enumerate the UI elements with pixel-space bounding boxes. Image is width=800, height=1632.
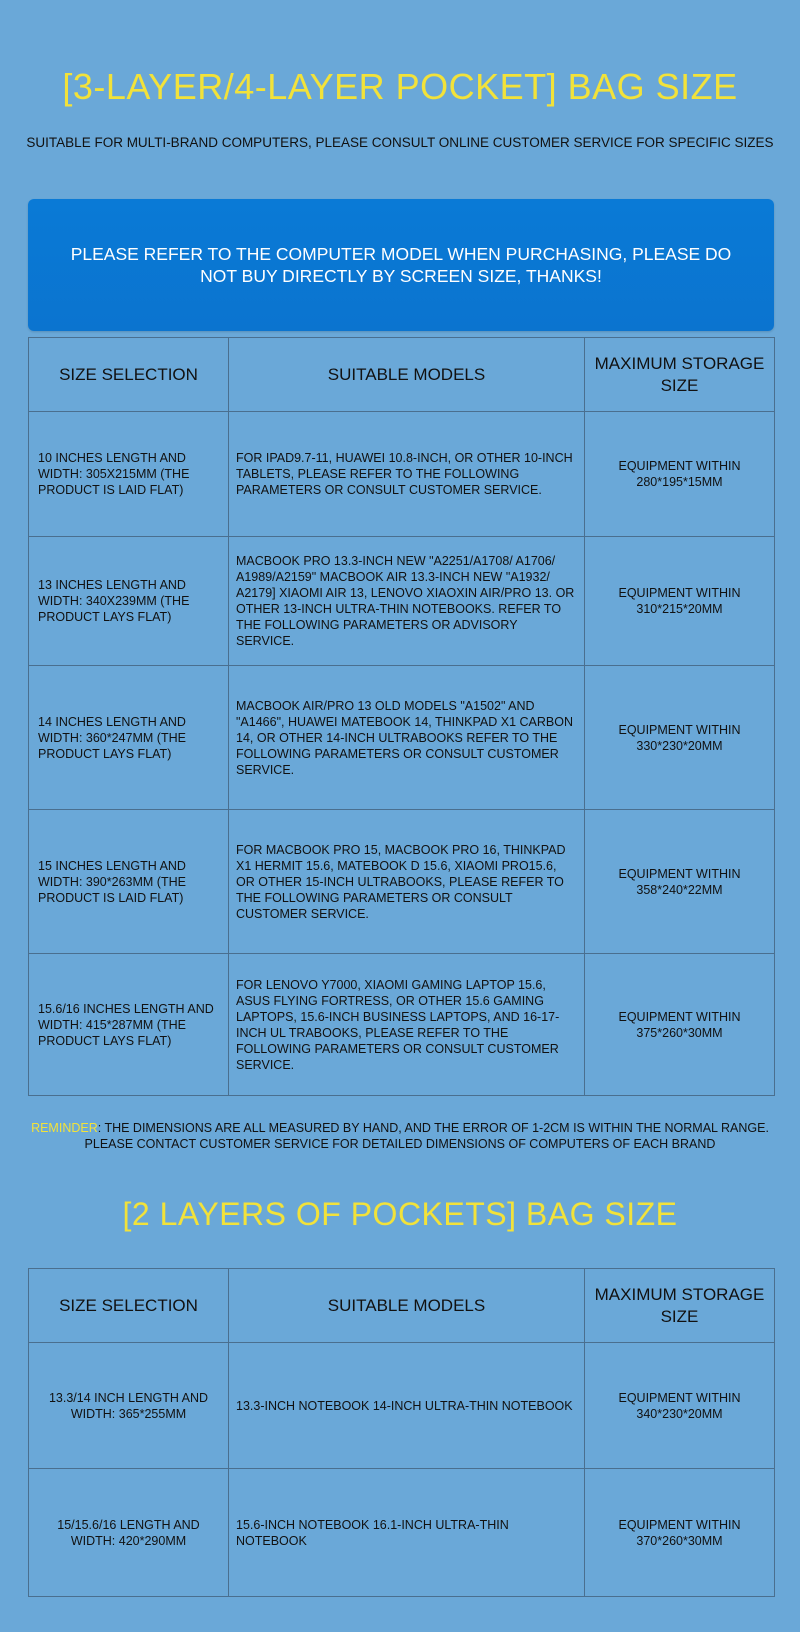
table-row [29, 666, 775, 810]
header-size-selection: SIZE SELECTION [29, 338, 229, 412]
size-selection-cell: 13 INCHES LENGTH AND WIDTH: 340X239MM (THE PRODUCT LAYS FLAT) [29, 537, 229, 666]
suitable-models-cell: FOR IPAD9.7-11, HUAWEI 10.8-INCH, OR OTHER 10-INCH TABLETS, PLEASE REFER TO THE FOLLOWING PARAMETERS OR CONSULT CUSTOMER SERVICE. [229, 412, 585, 537]
table-row [29, 537, 775, 666]
max-storage-cell: EQUIPMENT WITHIN 310*215*20MM [585, 537, 775, 666]
reminder-note [20, 1120, 780, 1152]
table-header-row [29, 1269, 775, 1343]
max-storage-cell: EQUIPMENT WITHIN 370*260*30MM [585, 1469, 775, 1597]
max-storage-cell: EQUIPMENT WITHIN 375*260*30MM [585, 954, 775, 1096]
section1-title: [3-LAYER/4-LAYER POCKET] BAG SIZE [62, 66, 738, 107]
max-storage-cell: EQUIPMENT WITHIN 280*195*15MM [585, 412, 775, 537]
reminder-label: REMINDER [31, 1121, 98, 1135]
suitable-models-cell: 15.6-INCH NOTEBOOK 16.1-INCH ULTRA-THIN NOTEBOOK [229, 1469, 585, 1597]
size-selection-cell: 15 INCHES LENGTH AND WIDTH: 390*263MM (THE PRODUCT IS LAID FLAT) [29, 810, 229, 954]
table-row [29, 810, 775, 954]
size-table-2-layer [28, 1268, 775, 1597]
purchase-notice-banner [28, 199, 774, 331]
size-selection-cell: 13.3/14 INCH LENGTH AND WIDTH: 365*255MM [29, 1343, 229, 1469]
size-table-3-4-layer [28, 337, 775, 1096]
size-selection-cell: 10 INCHES LENGTH AND WIDTH: 305X215MM (THE PRODUCT IS LAID FLAT) [29, 412, 229, 537]
reminder-text: : THE DIMENSIONS ARE ALL MEASURED BY HAND, AND THE ERROR OF 1-2CM IS WITHIN THE NORMAL RANGE. PLEASE CONTACT CUSTOMER SERVICE FOR DETAILED DIMENSIONS OF COMPUTERS OF EACH BRAND [84, 1121, 769, 1151]
suitable-models-cell: FOR MACBOOK PRO 15, MACBOOK PRO 16, THINKPAD X1 HERMIT 15.6, MATEBOOK D 15.6, XIAOMI PRO15.6, OR OTHER 15-INCH ULTRABOOKS, PLEASE REFER TO THE FOLLOWING PARAMETERS OR CONSULT CUSTOMER SERVICE. [229, 810, 585, 954]
purchase-notice-text: PLEASE REFER TO THE COMPUTER MODEL WHEN PURCHASING, PLEASE DO NOT BUY DIRECTLY BY SCREEN SIZE, THANKS! [70, 244, 732, 286]
header-maximum-storage-size: MAXIMUM STORAGE SIZE [585, 1269, 775, 1343]
header-size-selection: SIZE SELECTION [29, 1269, 229, 1343]
suitable-models-cell: MACBOOK AIR/PRO 13 OLD MODELS "A1502" AND "A1466", HUAWEI MATEBOOK 14, THINKPAD X1 CARBON 14, OR OTHER 14-INCH ULTRABOOKS REFER TO THE FOLLOWING PARAMETERS OR CONSULT CUSTOMER SERVICE. [229, 666, 585, 810]
size-selection-cell: 15.6/16 INCHES LENGTH AND WIDTH: 415*287MM (THE PRODUCT LAYS FLAT) [29, 954, 229, 1096]
table-header-row [29, 338, 775, 412]
size-selection-cell: 15/15.6/16 LENGTH AND WIDTH: 420*290MM [29, 1469, 229, 1597]
section2-title: [2 LAYERS OF POCKETS] BAG SIZE [122, 1196, 678, 1232]
section1-subtitle: SUITABLE FOR MULTI-BRAND COMPUTERS, PLEASE CONSULT ONLINE CUSTOMER SERVICE FOR SPECIFIC SIZES [26, 135, 774, 150]
suitable-models-cell: FOR LENOVO Y7000, XIAOMI GAMING LAPTOP 15.6, ASUS FLYING FORTRESS, OR OTHER 15.6 GAMING LAPTOPS, 15.6-INCH BUSINESS LAPTOPS, AND 16-17-INCH UL TRABOOKS, PLEASE REFER TO THE FOLLOWING PARAMETERS OR CONSULT CUSTOMER SERVICE. [229, 954, 585, 1096]
table-row [29, 412, 775, 537]
header-suitable-models: SUITABLE MODELS [229, 1269, 585, 1343]
suitable-models-cell: 13.3-INCH NOTEBOOK 14-INCH ULTRA-THIN NOTEBOOK [229, 1343, 585, 1469]
max-storage-cell: EQUIPMENT WITHIN 330*230*20MM [585, 666, 775, 810]
max-storage-cell: EQUIPMENT WITHIN 358*240*22MM [585, 810, 775, 954]
table-row [29, 1343, 775, 1469]
header-suitable-models: SUITABLE MODELS [229, 338, 585, 412]
suitable-models-cell: MACBOOK PRO 13.3-INCH NEW "A2251/A1708/ A1706/ A1989/A2159" MACBOOK AIR 13.3-INCH NEW "A1932/ A2179] XIAOMI AIR 13, LENOVO XIAOXIN AIR/PRO 13. OR OTHER 13-INCH ULTRA-THIN NOTEBOOKS. REFER TO THE FOLLOWING PARAMETERS OR ADVISORY SERVICE. [229, 537, 585, 666]
table-row [29, 954, 775, 1096]
max-storage-cell: EQUIPMENT WITHIN 340*230*20MM [585, 1343, 775, 1469]
table-row [29, 1469, 775, 1597]
header-maximum-storage-size: MAXIMUM STORAGE SIZE [585, 338, 775, 412]
size-selection-cell: 14 INCHES LENGTH AND WIDTH: 360*247MM (THE PRODUCT LAYS FLAT) [29, 666, 229, 810]
